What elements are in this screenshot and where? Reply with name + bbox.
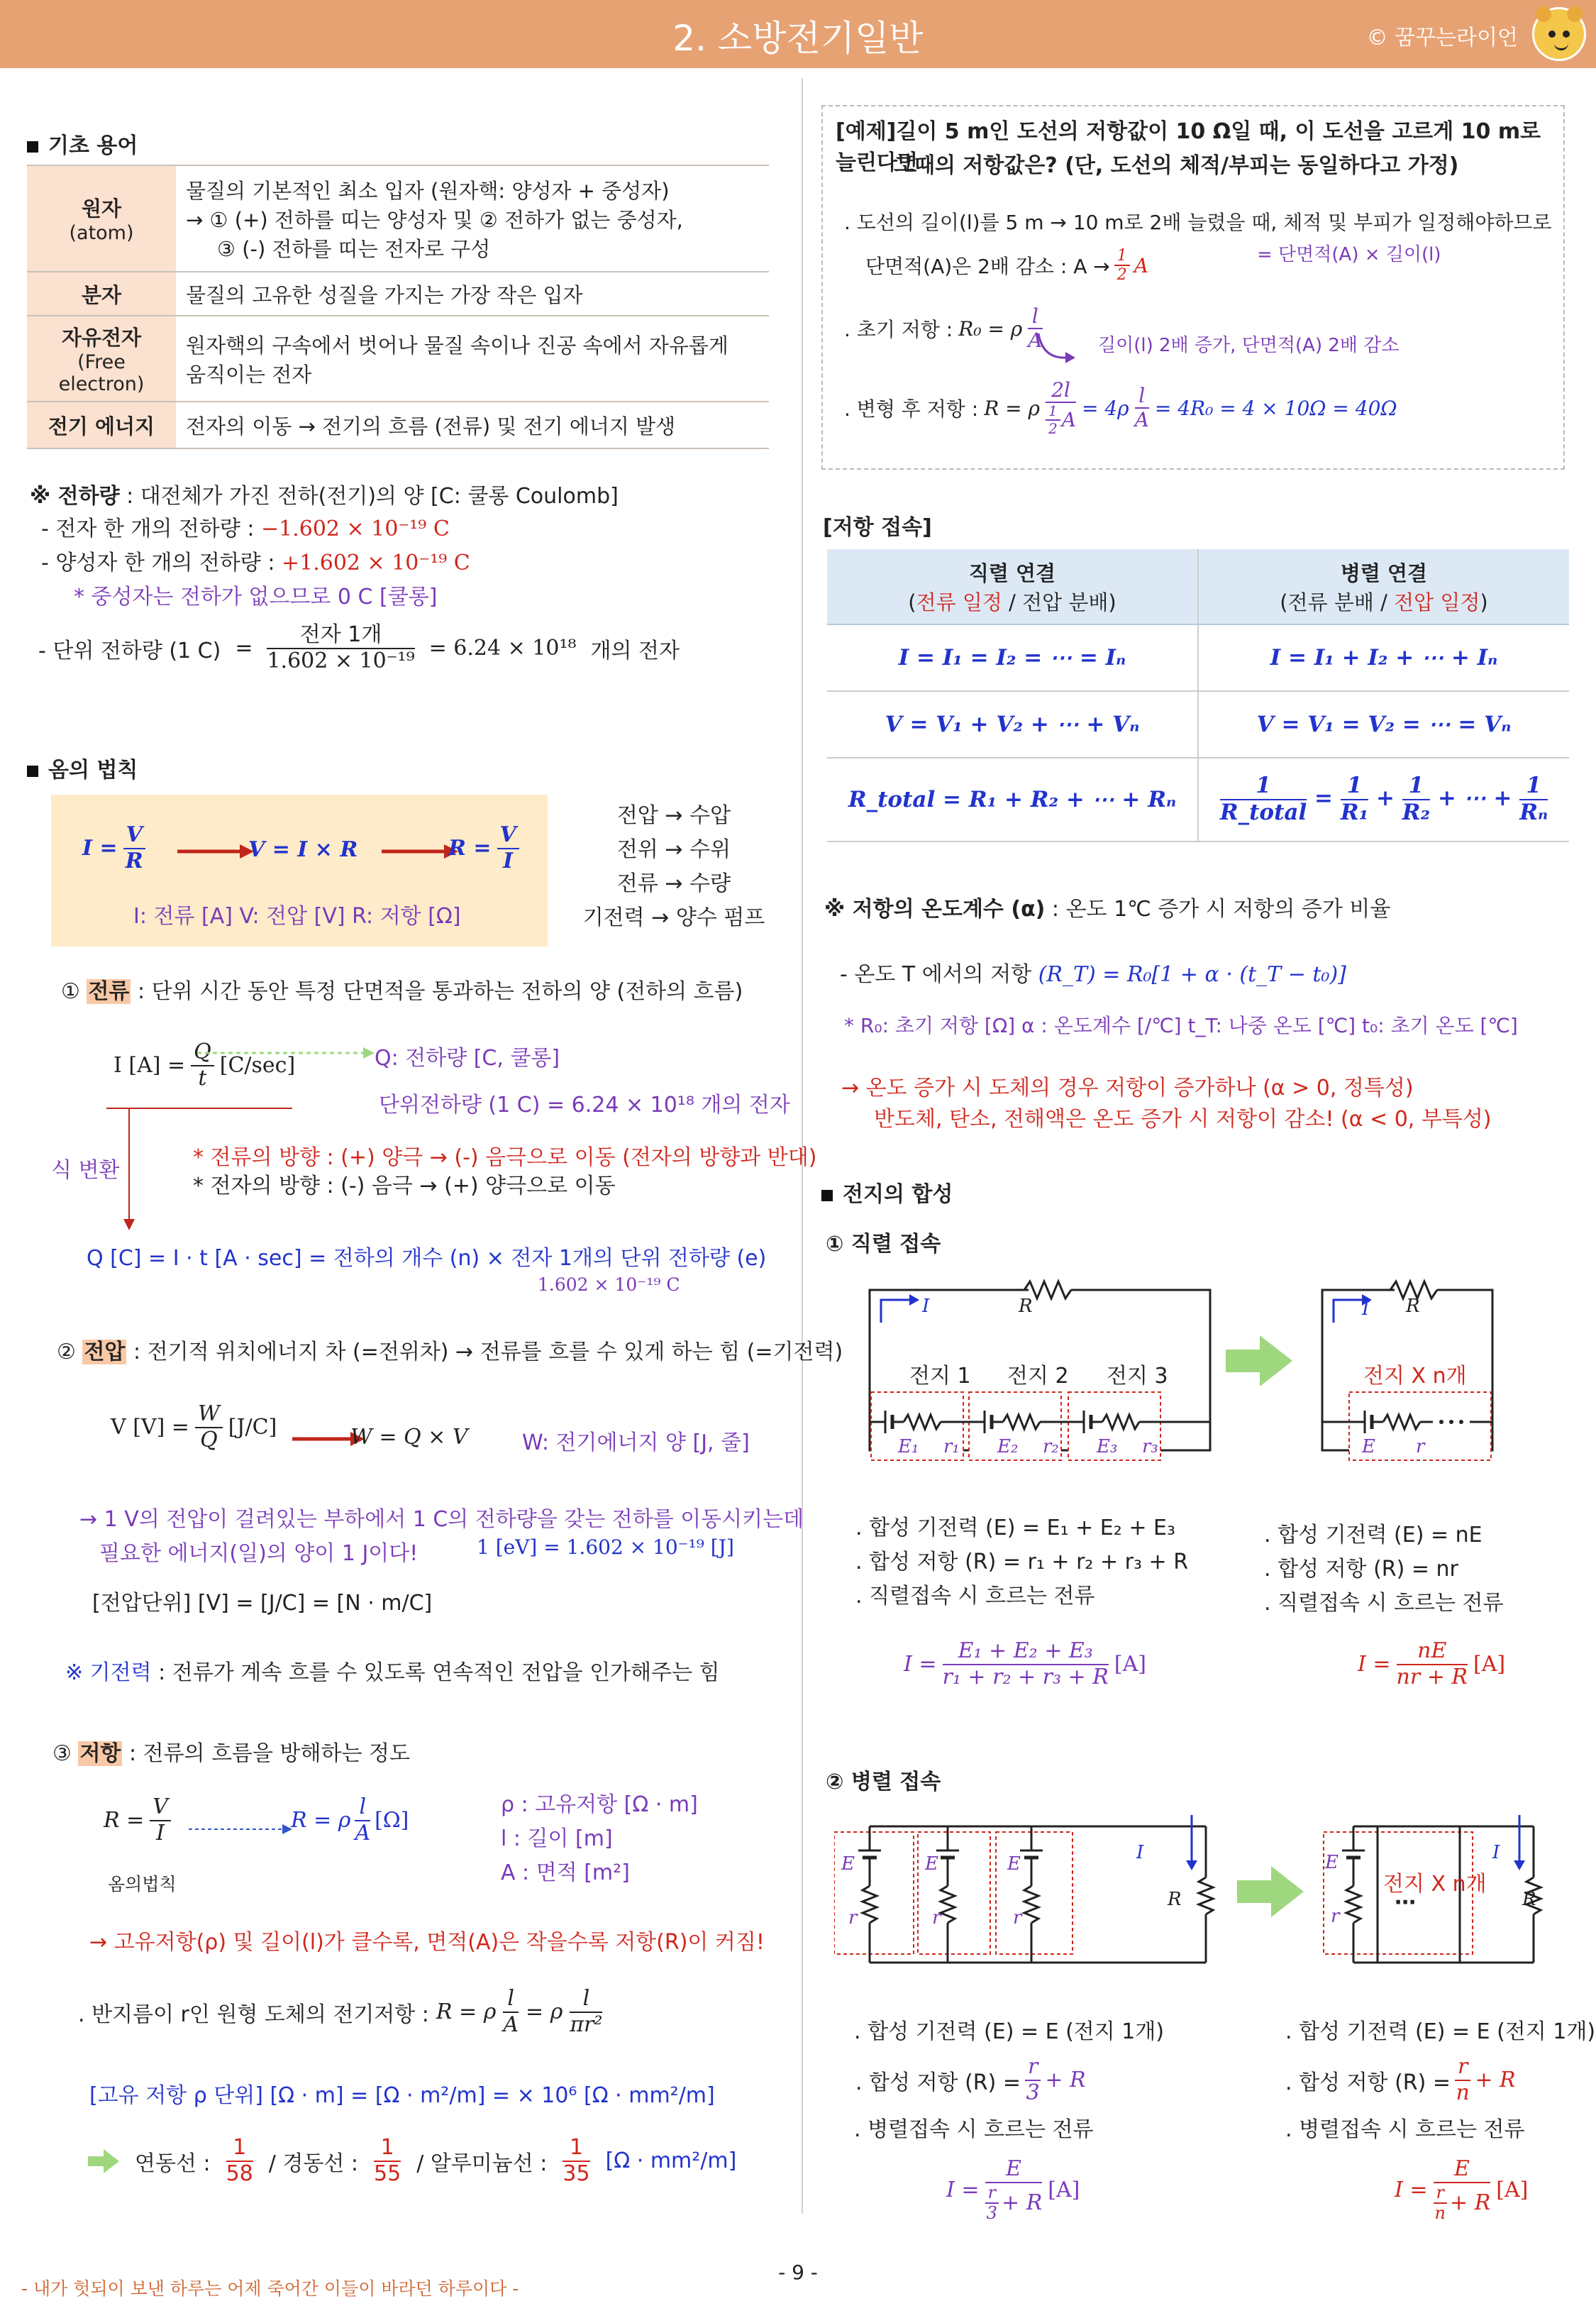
page-title: 2. 소방전기일반 xyxy=(672,18,924,59)
resistivity-formula: R = ρ $\frac{l}{A}$ [Ω] xyxy=(291,1794,409,1846)
example-line-2: 단면적(A)은 2배 감소 : A → $\frac{1}{2}$ A xyxy=(865,247,1148,285)
parallel-left-current: I = E $\frac{r}{3}$ + R [A] xyxy=(946,2156,1080,2224)
big-green-arrow-icon xyxy=(1226,1335,1294,1386)
temp-legend: * R₀: 초기 저항 [Ω] α : 온도계수 [/℃] t_T: 나중 온도 [℃] t₀: 초기 온도 [℃] xyxy=(844,1014,1518,1037)
table-row: 분자 물질의 고유한 성질을 가지는 가장 작은 입자 xyxy=(27,272,769,316)
electron-direction: * 전자의 방향 : (-) 음극 → (+) 양극으로 이동 xyxy=(193,1174,616,1198)
resistivity-unit: [고유 저항 ρ 단위] [Ω · m] = [Ω · m²/m] = × 10⁶ [Ω · mm²/m] xyxy=(89,2083,715,2108)
neutron-note: * 중성자는 전하가 없으므로 0 C [쿨롱] xyxy=(74,585,438,609)
table-row: V = V₁ + V₂ + ⋯ + Vₙ V = V₁ = V₂ = ⋯ = Vₙ xyxy=(827,691,1569,758)
big-green-arrow-icon xyxy=(1237,1866,1305,1917)
electron-charge-value: 1.602 × 10⁻¹⁹ C xyxy=(538,1274,680,1295)
current-transform-lines xyxy=(106,1043,390,1235)
dashed-arrow-icon xyxy=(189,1822,295,1836)
parallel-left-emf: . 합성 기전력 (E) = E (전지 1개) xyxy=(854,2019,1165,2044)
ohm-analogy: 전압 → 수압 전위 → 수위 전류 → 수량 기전력 → 양수 펌프 xyxy=(582,803,765,930)
curved-arrow-icon xyxy=(1036,331,1078,366)
voltage-unit: [전압단위] [V] = [J/C] = [N · m/C] xyxy=(92,1591,433,1616)
table-row: 자유전자 (Free electron) 원자핵의 구속에서 벗어나 물질 속이나 진공 속에서 자유롭게 움직이는 전자 xyxy=(27,316,769,402)
charge-title: ※ 전하량 : 대전체가 가진 전하(전기)의 양 [C: 쿨롱 Coulomb] xyxy=(30,484,619,509)
table-row: R_total = R₁ + R₂ + ⋯ + Rₙ $\frac{1}{\text{R\_total}}$ = $\frac{1}{\text{R₁}}$ + $\frac{1}{\text{R₂}}$ + ⋯ + $\frac{1}{\text{Rₙ}}$ xyxy=(827,758,1569,842)
parallel-right-current: I = E $\frac{r}{n}$ + R [A] xyxy=(1395,2156,1529,2224)
section-heading: 기초 용어 xyxy=(48,133,138,158)
table-row: 직렬 연결 (전류 일정 / 전압 분배) 병렬 연결 (전류 분배 / 전압 일정) xyxy=(827,549,1569,624)
wire-resistivity-values: 연동선 : $\frac{1}{58}$ / 경동선 : $\frac{1}{55}$ / 알루미늄선 : $\frac{1}{35}$ [Ω · mm²/m] xyxy=(88,2136,736,2186)
parallel-left-current-label: . 병렬접속 시 흐르는 전류 xyxy=(854,2117,1094,2142)
example-box: [예제]길이 5 m인 도선의 저항값이 10 Ω일 때, 이 도선을 고르게 10 m로 늘린다면 그때의 저항값은? (단, 도선의 체적/부피는 동일하다고 가정) . 도선의 길이(l)를 5 m → 10 m로 2배 늘렸을 때, 체적 및 부피가 일정해야하므로 단면적(A)은 2배 감소 : A → $\frac{1}{2}$ A = 단면적(A) × 길이(l) . 초기 저항 : R₀ = ρ $\frac{l}{A}$ 길이(l) 2배 증가, 단면적(A) 2배 감소 . 변형 후 저항 : R = ρ 2l $\frac{1}{2}$ A = 4ρ $\frac{l}{A}$ = 4R₀ = 4 × 10Ω = 40Ω xyxy=(821,105,1565,470)
emf-definition: ※ 기전력 : 전류가 계속 흐를 수 있도록 연속적인 전압을 인가해주는 힘 xyxy=(65,1660,720,1685)
resistance-ohm-formula: R = $\frac{V}{I}$ xyxy=(104,1795,171,1846)
series-right-formulas: . 합성 기전력 (E) = nE . 합성 저항 (R) = nr . 직렬접속 시 흐르는 전류 xyxy=(1264,1523,1504,1616)
transform-label: 식 변환 xyxy=(51,1158,120,1183)
temp-coefficient-title: ※ 저항의 온도계수 (α) : 온도 1℃ 증가 시 저항의 증가 비율 xyxy=(824,897,1391,922)
arrow-right-icon xyxy=(177,843,255,860)
copyright: © 꿈꾸는라이언 xyxy=(1366,26,1518,50)
connection-table xyxy=(827,549,1569,842)
series-battery-title: ① 직렬 접속 xyxy=(826,1232,941,1257)
example-line-1: . 도선의 길이(l)를 5 m → 10 m로 2배 늘렸을 때, 체적 및 부피가 일정해야하므로 xyxy=(844,211,1552,234)
parallel-right-current-label: . 병렬접속 시 흐르는 전류 xyxy=(1285,2117,1525,2142)
energy-formula: W = Q × V xyxy=(350,1425,468,1450)
section-basic-terms xyxy=(27,128,138,159)
initial-resistance: . 초기 저항 : R₀ = ρ $\frac{l}{A}$ xyxy=(844,304,1043,353)
proton-charge: - 양성자 한 개의 전하량 : +1.602 × 10⁻¹⁹ C xyxy=(41,551,470,575)
charge-formula: Q [C] = I · t [A · sec] = 전하의 개수 (n) × 전자 1개의 단위 전하량 (e) xyxy=(87,1246,767,1271)
page-header xyxy=(0,0,1596,68)
parallel-right-emf: . 합성 기전력 (E) = E (전지 1개) xyxy=(1285,2019,1596,2044)
section-battery xyxy=(821,1176,953,1208)
resistivity-legend: ρ : 고유저항 [Ω · m] l : 길이 [m] A : 면적 [m²] xyxy=(501,1792,698,1885)
current-formula: I [A] = $\frac{Q}{t}$ [C/sec] xyxy=(113,1039,296,1091)
parallel-left-resistance: . 합성 저항 (R) = $\frac{r}{3}$ + R xyxy=(855,2054,1086,2105)
voltage-title: ② 전압 : 전기적 위치에너지 차 (=전위차) → 전류를 흐를 수 있게 하는 힘 (=기전력) xyxy=(57,1340,843,1364)
ohm-legend: I: 전류 [A] V: 전압 [V] R: 저항 [Ω] xyxy=(133,904,461,929)
series-right-current: I = $\frac{nE}{nr + R}$ [A] xyxy=(1358,1638,1506,1689)
section-heading: 전지의 합성 xyxy=(843,1182,953,1207)
section-heading: 옴의 법칙 xyxy=(48,758,138,783)
footer-quote: - 내가 헛되이 보낸 하루는 어제 죽어간 이들이 바라던 하루이다 - xyxy=(21,2278,519,2299)
energy-note: W: 전기에너지 양 [J, 줄] xyxy=(522,1430,750,1455)
series-left-formulas: . 합성 기전력 (E) = E₁ + E₂ + E₃ . 합성 저항 (R) = r₁ + r₂ + r₃ + R . 직렬접속 시 흐르는 전류 xyxy=(855,1516,1189,1609)
temp-note-1: → 온도 증가 시 도체의 경우 저항이 증가하나 (α > 0, 정특성) xyxy=(841,1076,1414,1100)
unit-charge-note: 단위전하량 (1 C) = 6.24 × 10¹⁸ 개의 전자 xyxy=(379,1093,790,1118)
current-direction: * 전류의 방향 : (+) 양극 → (-) 음극으로 이동 (전자의 방향과 반대) xyxy=(193,1145,817,1170)
ohm-law-label: 옴의법칙 xyxy=(108,1874,177,1894)
voltage-explanation-2: 필요한 에너지(일)의 양이 1 J이다! xyxy=(99,1541,419,1566)
current-title: ① 전류 : 단위 시간 동안 특정 단면적을 통과하는 전하의 양 (전하의 흐름) xyxy=(61,979,743,1004)
basic-terms-table xyxy=(27,165,769,449)
temp-resistance-formula: - 온도 T 에서의 저항 (R_T) = R₀[1 + α · (t_T − t₀)] xyxy=(840,962,1346,987)
connection-heading: [저항 접속] xyxy=(823,515,932,540)
charge-note: Q: 전하량 [C, 쿨롱] xyxy=(375,1046,560,1071)
voltage-explanation-1: → 1 V의 전압이 걸려있는 부하에서 1 C의 전하량을 갖는 전하를 이동시키는데 xyxy=(79,1507,804,1532)
ev-definition: 1 [eV] = 1.602 × 10⁻¹⁹ [J] xyxy=(477,1535,734,1559)
unit-charge-formula: - 단위 전하량 (1 C) = $\frac{\text{전자 1개}}{\text{1.602 × 10⁻¹⁹}}$ = 6.24 × 10¹⁸ 개의 전자 xyxy=(38,622,680,673)
parallel-right-resistance: . 합성 저항 (R) = $\frac{r}{n}$ + R xyxy=(1285,2054,1516,2105)
lion-avatar-icon xyxy=(1532,7,1586,61)
section-ohm xyxy=(27,752,138,783)
changed-resistance: . 변형 후 저항 : R = ρ 2l $\frac{1}{2}$ A = 4ρ $\frac{l}{A}$ = 4R₀ = 4 × 10Ω = 40Ω xyxy=(844,378,1397,438)
ohm-formula-box: I = $\frac{V}{R}$ V = I × R R = $\frac{V}{I}$ I: 전류 [A] V: 전압 [V] R: 저항 [Ω] xyxy=(51,795,548,947)
table-row: I = I₁ = I₂ = ⋯ = Iₙ I = I₁ + I₂ + ⋯ + Iₙ xyxy=(827,624,1569,691)
green-arrow-icon xyxy=(88,2149,119,2173)
change-note: 길이(l) 2배 증가, 단면적(A) 2배 감소 xyxy=(1098,335,1400,356)
table-row: 전기 에너지 전자의 이동 → 전기의 흐름 (전류) 및 전기 에너지 발생 xyxy=(27,402,769,448)
electron-charge: - 전자 한 개의 전하량 : −1.602 × 10⁻¹⁹ C xyxy=(41,517,450,541)
resistance-note: → 고유저항(ρ) 및 길이(l)가 클수록, 면적(A)은 작을수록 저항(R)이 커짐! xyxy=(89,1930,765,1955)
temp-note-2: 반도체, 탄소, 전해액은 온도 증가 시 저항이 감소! (α < 0, 부특성) xyxy=(874,1107,1492,1132)
series-left-current: I = $\frac{\text{E₁ + E₂ + E₃}}{\text{r₁ + r₂ + r₃ + R}}$ [A] xyxy=(904,1638,1146,1689)
circular-conductor-formula: . 반지름이 r인 원형 도체의 전기저항 : R = ρ $\frac{l}{A}$ = ρ $\frac{l}{\text{πr²}}$ xyxy=(78,1986,603,2037)
page-number: - 9 - xyxy=(778,2261,818,2284)
voltage-formula: V [V] = $\frac{W}{Q}$ [J/C] xyxy=(111,1401,277,1452)
parallel-battery-title: ② 병렬 접속 xyxy=(826,1770,941,1794)
resistance-title: ③ 저항 : 전류의 흐름을 방해하는 정도 xyxy=(52,1741,410,1766)
volume-note: = 단면적(A) × 길이(l) xyxy=(1257,244,1441,265)
table-row: 원자 (atom) 물질의 기본적인 최소 입자 (원자핵: 양성자 + 중성자) → ① (+) 전하를 띠는 양성자 및 ② 전하가 없는 중성자, ③ (-) 전하를 띠는 전자로 구성 xyxy=(27,165,769,272)
